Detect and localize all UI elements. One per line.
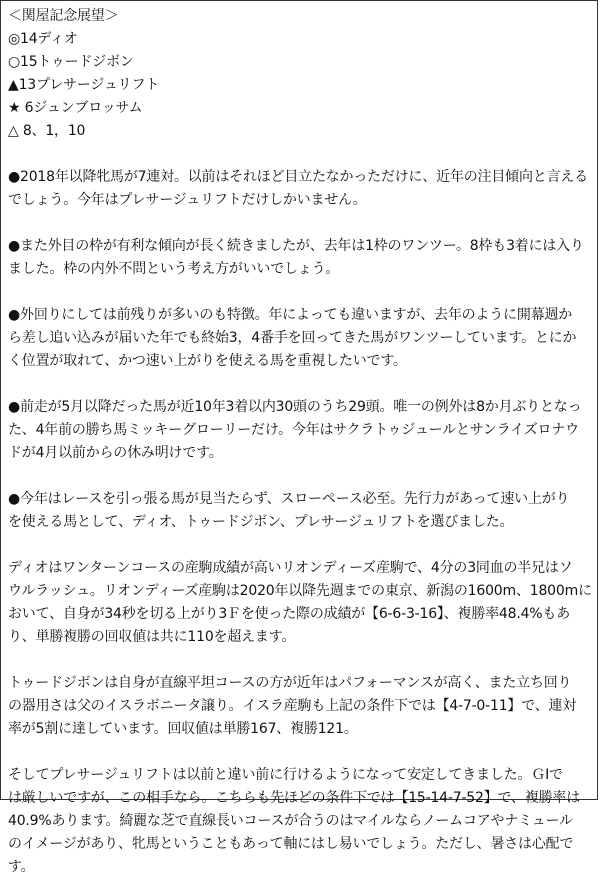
- spacer: [8, 143, 594, 166]
- pick-tanana: ▲13プレサージュリフト: [8, 77, 160, 93]
- spacer: [8, 212, 594, 235]
- spacer: [8, 465, 594, 488]
- paragraph-dio: [8, 557, 594, 649]
- pick-honmei: ◎14ディオ: [8, 31, 78, 47]
- paragraph-line: 率が5割に達しています。回収値は単勝167、複勝121。: [8, 721, 358, 737]
- paragraph-line: ●また外目の枠が有利な傾向が長く続きましたが、去年は1枠のワンツー。8枠も3着には入り: [8, 238, 584, 254]
- pick-renka: △ 8、1，10: [8, 123, 86, 139]
- pick-taikou: ○15トゥードジボン: [8, 54, 134, 70]
- paragraph-line: そしてプレサージュリフトは以前と違い前に行けるようになって安定してきました。ＧⅠで: [8, 767, 563, 783]
- paragraph-mare-trend: [8, 166, 594, 212]
- paragraph-line: 40.9%あります。綺麗な芝で直線長いコースが合うのはマイルならノームコアやナミュール: [8, 813, 573, 829]
- pick-hoshi: ★ 6ジュンブロッサム: [8, 100, 143, 116]
- paragraph-line: ウルラッシュ。リオンディーズ産駒は2020年以降先週までの東京、新潟の1600m、1800mに: [8, 583, 592, 599]
- paragraph-line: のイメージがあり、牝馬ということもあって軸にはし易いでしょう。ただし、暑さは心配で: [8, 836, 574, 852]
- paragraph-line: ●前走が5月以降だった馬が近10年3着以内30頭のうち29頭。唯一の例外は8か月ぶりとなっ: [8, 399, 582, 415]
- paragraph-position-trend: [8, 304, 594, 373]
- paragraph-line: た、4年前の勝ち馬ミッキーグローリーだけ。今年はサクラトゥジュールとサンライズロナウ: [8, 422, 579, 438]
- article-title: ＜関屋記念展望＞: [8, 8, 119, 24]
- paragraph-line: す。: [8, 859, 35, 875]
- paragraph-gate-trend: [8, 235, 594, 281]
- paragraph-line: ら差し追い込みが届いた年でも終始3，4番手を回ってきた馬がワンツーしています。とにか: [8, 330, 577, 346]
- paragraph-line: ●外回りにしては前残りが多いのも特徴。年によっても違いますが、去年のように開幕週か: [8, 307, 573, 323]
- spacer: [8, 649, 594, 672]
- article-body: [8, 5, 594, 879]
- paragraph-line: トゥードジボンは自身が直線平坦コースの方が近年はパフォーマンスが高く、また立ち回り: [8, 675, 572, 691]
- paragraph-line: ました。枠の内外不問という考え方がいいでしょう。: [8, 261, 340, 277]
- spacer: [8, 373, 594, 396]
- paragraph-tood-jibon: [8, 672, 594, 741]
- paragraph-presage-lift: [8, 764, 594, 879]
- paragraph-line: の器用さは父のイスラボニータ譲り。イスラ産駒も上記の条件下では【4-7-0-11】で、連対: [8, 698, 577, 714]
- paragraph-line: でしょう。今年はプレサージュリフトだけしかいません。: [8, 192, 367, 208]
- paragraph-line: り、単勝複勝の回収値は共に110を超えます。: [8, 629, 296, 645]
- paragraph-rotation-trend: [8, 396, 594, 465]
- paragraph-pace-forecast: [8, 488, 594, 534]
- paragraph-line: ●今年はレースを引っ張る馬が見当たらず、スローペース必至。先行力があって速い上がり: [8, 491, 570, 507]
- paragraph-line: ドが4月以前からの休み明けです。: [8, 445, 223, 461]
- paragraph-line: おいて、自身が34秒を切る上がり3Ｆを使った際の成績が【6-6-3-16】、複勝率48.4%もあ: [8, 606, 571, 622]
- paragraph-line: ディオはワンターンコースの産駒成績が高いリオンディーズ産駒で、4分の3同血の半兄はソ: [8, 560, 573, 576]
- paragraph-line: く位置が取れて、かつ速い上がりを使える馬を重視したいです。: [8, 353, 407, 369]
- spacer: [8, 281, 594, 304]
- paragraph-line: を使える馬として、ディオ、トゥードジボン、プレサージュリフトを選びました。: [8, 514, 514, 530]
- spacer: [8, 534, 594, 557]
- paragraph-line: ●2018年以降牝馬が7連対。以前はそれほど目立たなかっただけに、近年の注目傾向と言える: [8, 169, 588, 185]
- spacer: [8, 741, 594, 764]
- paragraph-line: は厳しいですが、この相手なら。こちらも先ほどの条件下では【15-14-7-52】で、複勝率は: [8, 790, 581, 806]
